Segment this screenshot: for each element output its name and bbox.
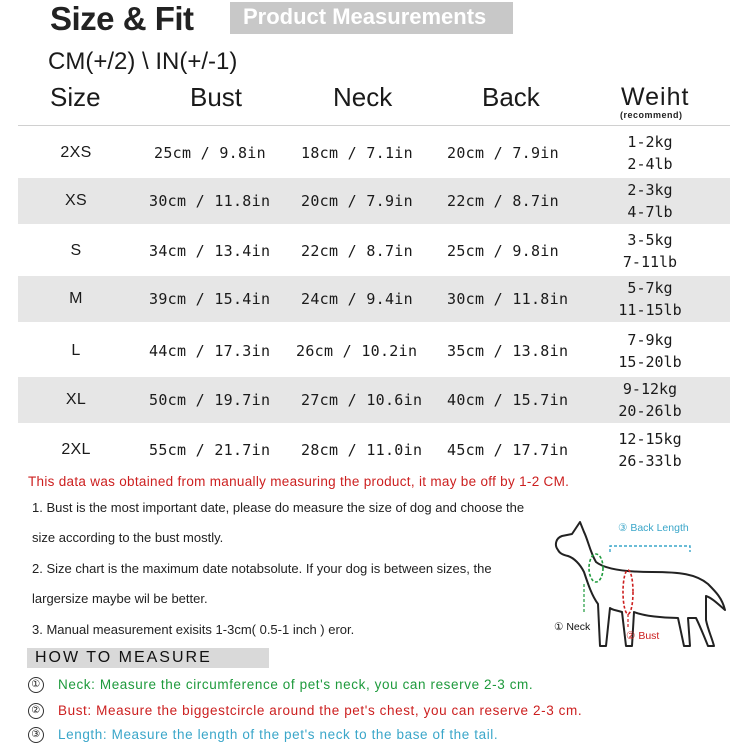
bust-marker — [623, 570, 633, 614]
back-cell: 25cm / 9.8in — [447, 242, 559, 260]
bust-cell: 25cm / 9.8in — [154, 144, 266, 162]
header-weight-note: (recommend) — [620, 110, 683, 120]
bust-cell: 34cm / 13.4in — [149, 242, 271, 260]
measure-bust-text: Bust: Measure the biggestcircle around the pet's chest, you can reserve 2-3 cm. — [58, 703, 583, 718]
size-cell: M — [69, 290, 83, 307]
weight-lb: 15-20lb — [618, 353, 682, 371]
weight-cell — [627, 179, 672, 223]
note-line: largersize maybe wil be better. — [32, 591, 208, 606]
back-cell: 22cm / 8.7in — [447, 192, 559, 210]
header-size: Size — [50, 82, 101, 112]
weight-kg: 1-2kg — [627, 133, 673, 151]
table-row — [18, 178, 730, 224]
product-measurements-badge: Product Measurements — [243, 4, 487, 29]
size-cell: S — [70, 242, 82, 259]
weight-cell — [618, 329, 681, 373]
table-row — [18, 377, 730, 423]
header-bust: Bust — [190, 82, 243, 112]
neck-marker — [589, 554, 603, 582]
back-cell: 35cm / 13.8in — [447, 342, 569, 360]
header-back: Back — [482, 82, 540, 112]
table-row — [18, 328, 730, 374]
note-line: size according to the bust mostly. — [32, 530, 224, 545]
bust-cell: 50cm / 19.7in — [149, 391, 271, 409]
note-line: 3. Manual measurement exisits 1-3cm( 0.5-1 inch ) eror. — [32, 622, 355, 637]
back-cell: 30cm / 11.8in — [447, 290, 569, 308]
table-row — [18, 130, 730, 176]
table-row — [18, 228, 730, 274]
weight-cell — [627, 131, 672, 175]
note-line: 1. Bust is the most important date, please do measure the size of dog and choose the — [32, 500, 525, 515]
number-three-icon: ③ — [28, 727, 44, 743]
weight-lb: 26-33lb — [618, 452, 682, 470]
weight-kg: 3-5kg — [627, 231, 673, 249]
header-divider — [18, 125, 730, 126]
size-cell: 2XL — [61, 441, 91, 458]
weight-kg: 12-15kg — [618, 430, 682, 448]
bust-cell: 55cm / 21.7in — [149, 441, 271, 459]
bust-cell: 30cm / 11.8in — [149, 192, 271, 210]
back-cell: 40cm / 15.7in — [447, 391, 569, 409]
neck-cell: 22cm / 8.7in — [301, 242, 413, 260]
weight-cell — [618, 428, 681, 472]
number-one-icon: ① — [28, 677, 44, 693]
header-neck: Neck — [333, 82, 393, 112]
weight-kg: 7-9kg — [627, 331, 673, 349]
weight-lb: 11-15lb — [618, 301, 682, 319]
bust-cell: 39cm / 15.4in — [149, 290, 271, 308]
weight-kg: 5-7kg — [627, 279, 673, 297]
back-cell: 45cm / 17.7in — [447, 441, 569, 459]
neck-cell: 28cm / 11.0in — [301, 441, 423, 459]
weight-lb: 4-7lb — [627, 203, 673, 221]
header-weight: Weiht — [621, 83, 690, 111]
number-two-icon: ② — [28, 703, 44, 719]
size-cell: XS — [65, 192, 87, 209]
size-cell: 2XS — [60, 144, 92, 161]
units-note: CM(+/2) \ IN(+/-1) — [48, 48, 238, 75]
weight-kg: 2-3kg — [627, 181, 673, 199]
measure-length-text: Length: Measure the length of the pet's neck to the base of the tail. — [58, 727, 499, 742]
back-length-label: ③ Back Length — [618, 522, 689, 534]
dog-measurement-diagram — [540, 500, 740, 660]
weight-lb: 7-11lb — [622, 253, 678, 271]
weight-lb: 2-4lb — [627, 155, 673, 173]
back-length-marker — [610, 546, 690, 552]
measure-neck-line — [28, 677, 533, 693]
bust-label: ② Bust — [626, 630, 660, 642]
table-row — [18, 276, 730, 322]
note-line: 2. Size chart is the maximum date notabsolute. If your dog is between sizes, the — [32, 561, 492, 576]
size-cell: L — [71, 342, 81, 359]
page-title: Size & Fit — [50, 0, 194, 37]
measure-length-line — [28, 727, 498, 743]
neck-cell: 27cm / 10.6in — [301, 391, 423, 409]
neck-cell: 26cm / 10.2in — [296, 342, 418, 360]
size-cell: XL — [65, 391, 87, 408]
neck-cell: 24cm / 9.4in — [301, 290, 413, 308]
neck-cell: 20cm / 7.9in — [301, 192, 413, 210]
neck-cell: 18cm / 7.1in — [301, 144, 413, 162]
table-row — [18, 427, 730, 473]
weight-cell — [623, 229, 677, 273]
neck-label: ① Neck — [554, 621, 591, 633]
weight-kg: 9-12kg — [622, 380, 678, 398]
weight-lb: 20-26lb — [618, 402, 682, 420]
weight-cell — [618, 277, 681, 321]
measure-neck-text: Neck: Measure the circumference of pet's neck, you can reserve 2-3 cm. — [58, 677, 534, 692]
measure-bust-line — [28, 703, 582, 719]
measurement-warning: This data was obtained from manually measuring the product, it may be off by 1-2 CM. — [28, 474, 570, 489]
how-to-heading: HOW TO MEASURE — [35, 649, 212, 666]
bust-cell: 44cm / 17.3in — [149, 342, 271, 360]
weight-cell — [618, 378, 681, 422]
back-cell: 20cm / 7.9in — [447, 144, 559, 162]
